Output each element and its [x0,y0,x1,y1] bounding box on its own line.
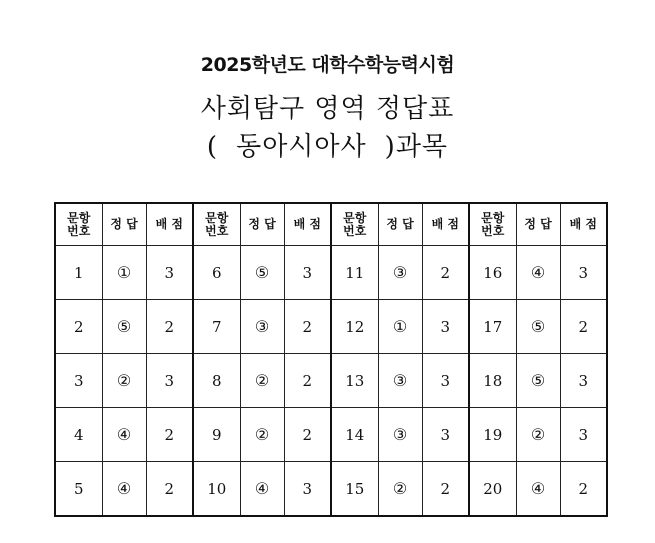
table-row [55,300,607,354]
answer: ② [240,408,284,462]
header-question-number [469,203,516,246]
answer: ④ [240,462,284,517]
answer: ④ [516,246,560,300]
question-number: 9 [193,408,240,462]
points: 3 [560,246,607,300]
answer: ⑤ [102,300,146,354]
header-points: 배 점 [560,203,607,246]
answer: ② [102,354,146,408]
points: 2 [146,408,193,462]
header-question-number [193,203,240,246]
points: 2 [560,462,607,517]
points: 2 [422,246,469,300]
answer: ② [240,354,284,408]
table-row [55,354,607,408]
question-number: 5 [55,462,102,517]
answer: ⑤ [516,354,560,408]
question-number: 12 [331,300,378,354]
question-number: 11 [331,246,378,300]
subject-title [0,126,655,163]
answer: ③ [378,354,422,408]
answer: ② [516,408,560,462]
points: 2 [560,300,607,354]
question-number: 6 [193,246,240,300]
header-row [55,203,607,246]
answer: ① [378,300,422,354]
header-answer: 정 답 [516,203,560,246]
answer: ④ [102,462,146,517]
answer: ② [378,462,422,517]
table-row [55,246,607,300]
question-number: 15 [331,462,378,517]
points: 3 [284,246,331,300]
header-question-number [331,203,378,246]
answer: ③ [240,300,284,354]
question-number: 1 [55,246,102,300]
points: 3 [146,354,193,408]
header-answer: 정 답 [102,203,146,246]
subject-close: )과목 [384,132,449,162]
answer: ⑤ [240,246,284,300]
header-number-line1: 문항 [343,210,367,225]
question-number: 2 [55,300,102,354]
answer: ⑤ [516,300,560,354]
points: 2 [146,300,193,354]
table-row [55,408,607,462]
header-answer: 정 답 [240,203,284,246]
question-number: 14 [331,408,378,462]
section-title: 사회탐구 영역 정답표 [200,94,455,124]
question-number: 17 [469,300,516,354]
header-points: 배 점 [284,203,331,246]
header-answer: 정 답 [378,203,422,246]
header-number-line1: 문항 [205,210,229,225]
question-number: 10 [193,462,240,517]
points: 2 [284,354,331,408]
subject-open-paren: ( [206,132,219,162]
question-number: 13 [331,354,378,408]
points: 2 [284,300,331,354]
header-number-line1: 문항 [67,210,91,225]
points: 3 [422,408,469,462]
question-number: 16 [469,246,516,300]
header-number-line2: 번호 [205,223,229,238]
answer: ① [102,246,146,300]
header-number-line2: 번호 [67,223,91,238]
header-points: 배 점 [422,203,469,246]
answer: ③ [378,246,422,300]
question-number: 4 [55,408,102,462]
table-row [55,462,607,517]
answer-table [54,202,608,517]
points: 3 [560,354,607,408]
question-number: 20 [469,462,516,517]
points: 2 [146,462,193,517]
answer: ④ [102,408,146,462]
answer: ④ [516,462,560,517]
header-number-line2: 번호 [343,223,367,238]
points: 3 [284,462,331,517]
question-number: 8 [193,354,240,408]
question-number: 19 [469,408,516,462]
question-number: 3 [55,354,102,408]
answer: ③ [378,408,422,462]
points: 3 [422,300,469,354]
header-points: 배 점 [146,203,193,246]
points: 3 [422,354,469,408]
question-number: 18 [469,354,516,408]
header-number-line2: 번호 [481,223,505,238]
points: 2 [422,462,469,517]
points: 3 [146,246,193,300]
question-number: 7 [193,300,240,354]
points: 2 [284,408,331,462]
subject-name: 동아시아사 [236,132,367,162]
exam-title: 2025학년도 대학수학능력시험 [200,54,455,76]
points: 3 [560,408,607,462]
header-question-number [55,203,102,246]
header-number-line1: 문항 [481,210,505,225]
